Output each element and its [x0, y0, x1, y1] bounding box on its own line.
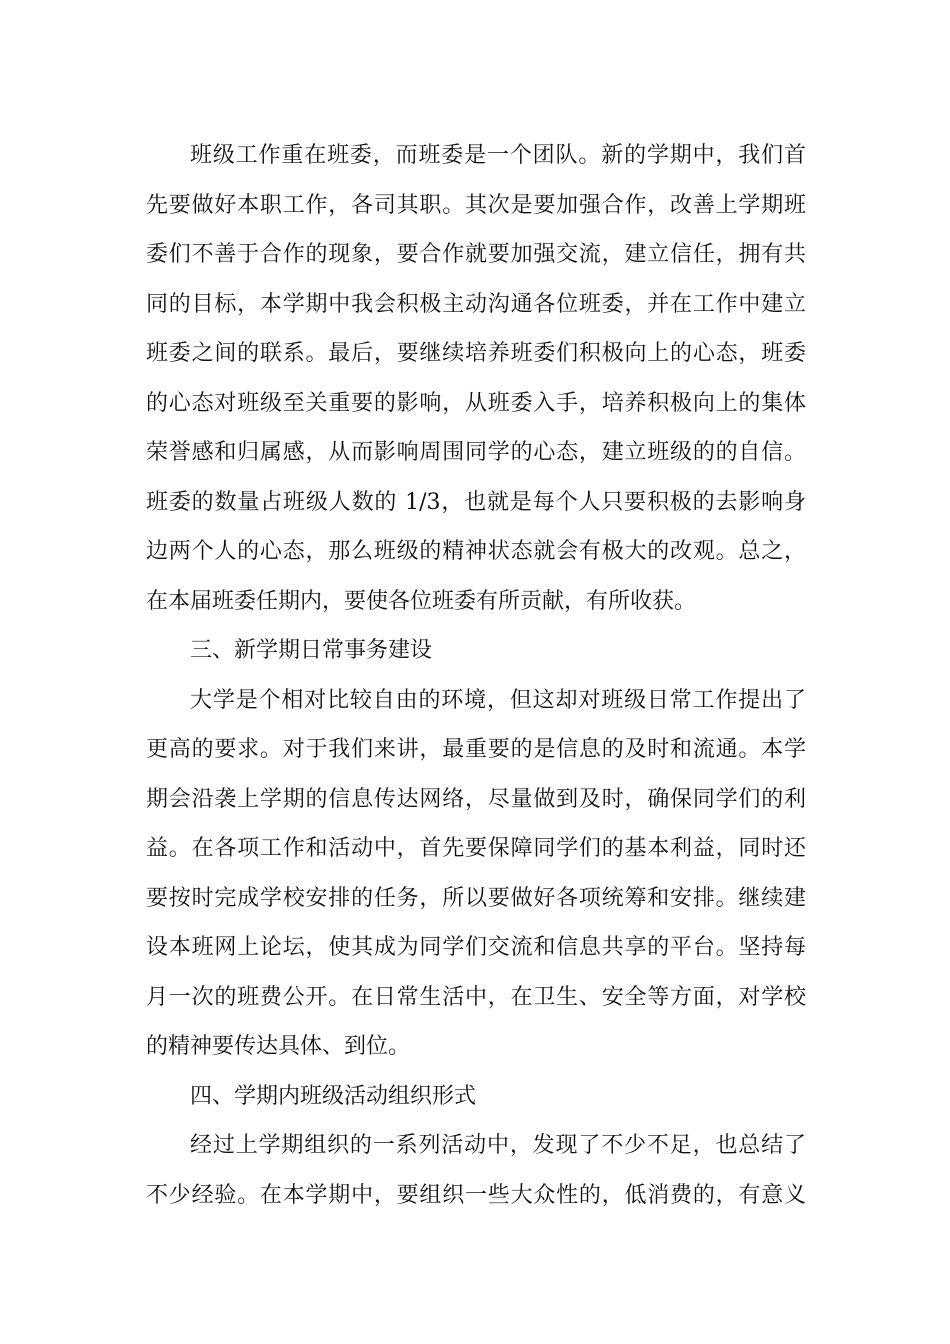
text-line-9: 边两个人的心态，那么班级的精神状态就会有极大的改观。总之，: [146, 539, 806, 564]
text-line-8: 班委的数量占班级人数的 1/3，也就是每个人只要积极的去影响身: [146, 489, 806, 515]
text-line-21: 经过上学期组织的一系列活动中，发现了不少不足，也总结了: [190, 1133, 806, 1158]
text-line-18: 月一次的班费公开。在日常生活中，在卫生、安全等方面，对学校: [146, 984, 806, 1010]
text-line-5: 班委之间的联系。最后，要继续培养班委们积极向上的心态，班委: [146, 341, 806, 366]
text-line-10: 在本届班委任期内，要使各位班委有所贡献，有所收获。: [146, 588, 697, 614]
text-line-19: 的精神要传达具体、到位。: [146, 1034, 411, 1059]
text-line-15: 益。在各项工作和活动中，首先要保障同学们的基本利益，同时还: [146, 836, 806, 861]
text-line-4: 同的目标，本学期中我会积极主动沟通各位班委，并在工作中建立: [146, 291, 806, 317]
section-heading-4: 四、学期内班级活动组织形式: [190, 1083, 477, 1109]
text-line-6: 的心态对班级至关重要的影响，从班委入手，培养积极向上的集体: [146, 390, 806, 416]
text-line-16: 要按时完成学校安排的任务，所以要做好各项统筹和安排。继续建: [146, 885, 806, 911]
text-line-7: 荣誉感和归属感，从而影响周围同学的心态，建立班级的的自信。: [146, 440, 806, 465]
text-line-1: 班级工作重在班委，而班委是一个团队。新的学期中，我们首: [190, 143, 806, 168]
text-line-22: 不少经验。在本学期中，要组织一些大众性的，低消费的，有意义: [146, 1182, 806, 1208]
text-line-17: 设本班网上论坛，使其成为同学们交流和信息共享的平台。坚持每: [146, 935, 806, 960]
text-line-13: 更高的要求。对于我们来讲，最重要的是信息的及时和流通。本学: [146, 737, 806, 762]
text-line-12: 大学是个相对比较自由的环境，但这却对班级日常工作提出了: [190, 687, 806, 713]
text-line-14: 期会沿袭上学期的信息传达网络，尽量做到及时，确保同学们的利: [146, 786, 806, 812]
text-line-3: 委们不善于合作的现象，要合作就要加强交流，建立信任，拥有共: [146, 242, 806, 267]
document-body: [146, 131, 806, 1220]
text-line-2: 先要做好本职工作，各司其职。其次是要加强合作，改善上学期班: [146, 192, 806, 218]
section-heading-3: 三、新学期日常事务建设: [190, 638, 433, 663]
